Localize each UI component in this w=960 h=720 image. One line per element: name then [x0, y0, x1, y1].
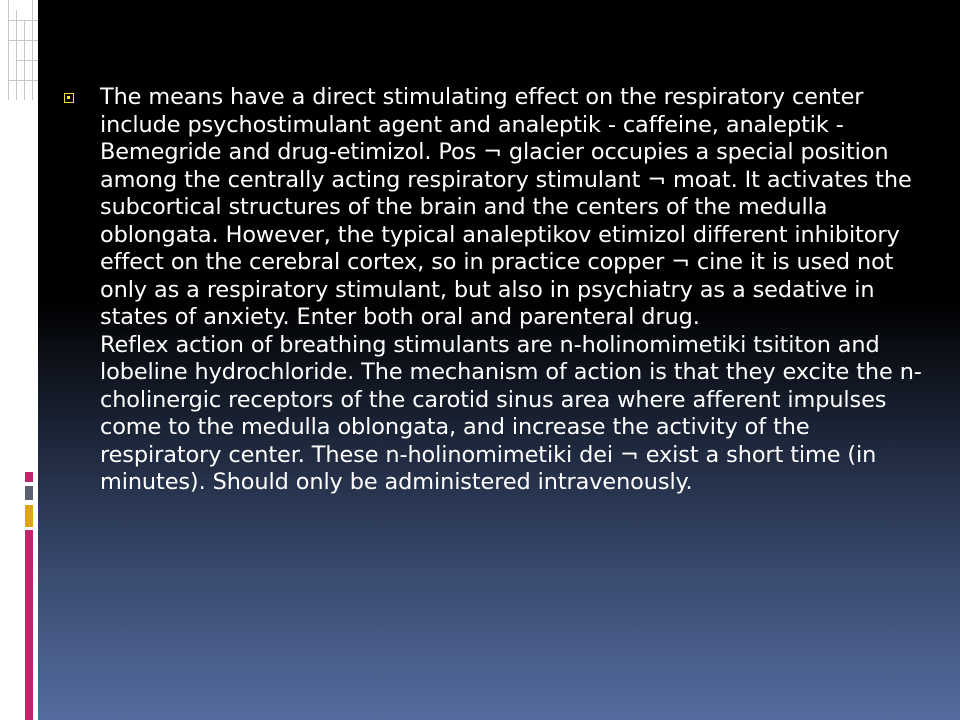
bullet-item [64, 84, 924, 497]
accent-magenta-top [25, 472, 33, 482]
body-paragraph-1: The means have a direct stimulating effect on the respiratory center include psychostimulant agent and analeptik - caffeine, analeptik - Bemegride and drug-etimizol. Pos ¬ glacier occupies a special position among the centrally acting respiratory stimulant ¬ moat. It activates the subcortical structures of the brain and the centers of the medulla oblongata. However, the typical analeptikov etimizol different inhibitory effect on the cerebral cortex, so in practice copper ¬ cine it is used not only as a respiratory stimulant, but also in psychiatry as a sedative in states of anxiety. Enter both oral and parenteral drug. [100, 84, 919, 330]
accent-magenta-bottom [25, 530, 33, 720]
body-paragraph-2: Reflex action of breathing stimulants are n-holinomimetiki tsititon and lobeline hydrochloride. The mechanism of action is that they excite the n-cholinergic receptors of the carotid sinus area where afferent impulses come to the medulla oblongata, and increase the activity of the respiratory center. These n-holinomimetiki dei ¬ exist a short time (in minutes). Should only be administered intravenously. [100, 331, 922, 495]
square-bullet-icon [64, 93, 74, 103]
decorative-grid [0, 0, 38, 100]
slide-content [64, 84, 924, 497]
accent-gold [25, 505, 33, 527]
accent-gray [25, 486, 33, 500]
